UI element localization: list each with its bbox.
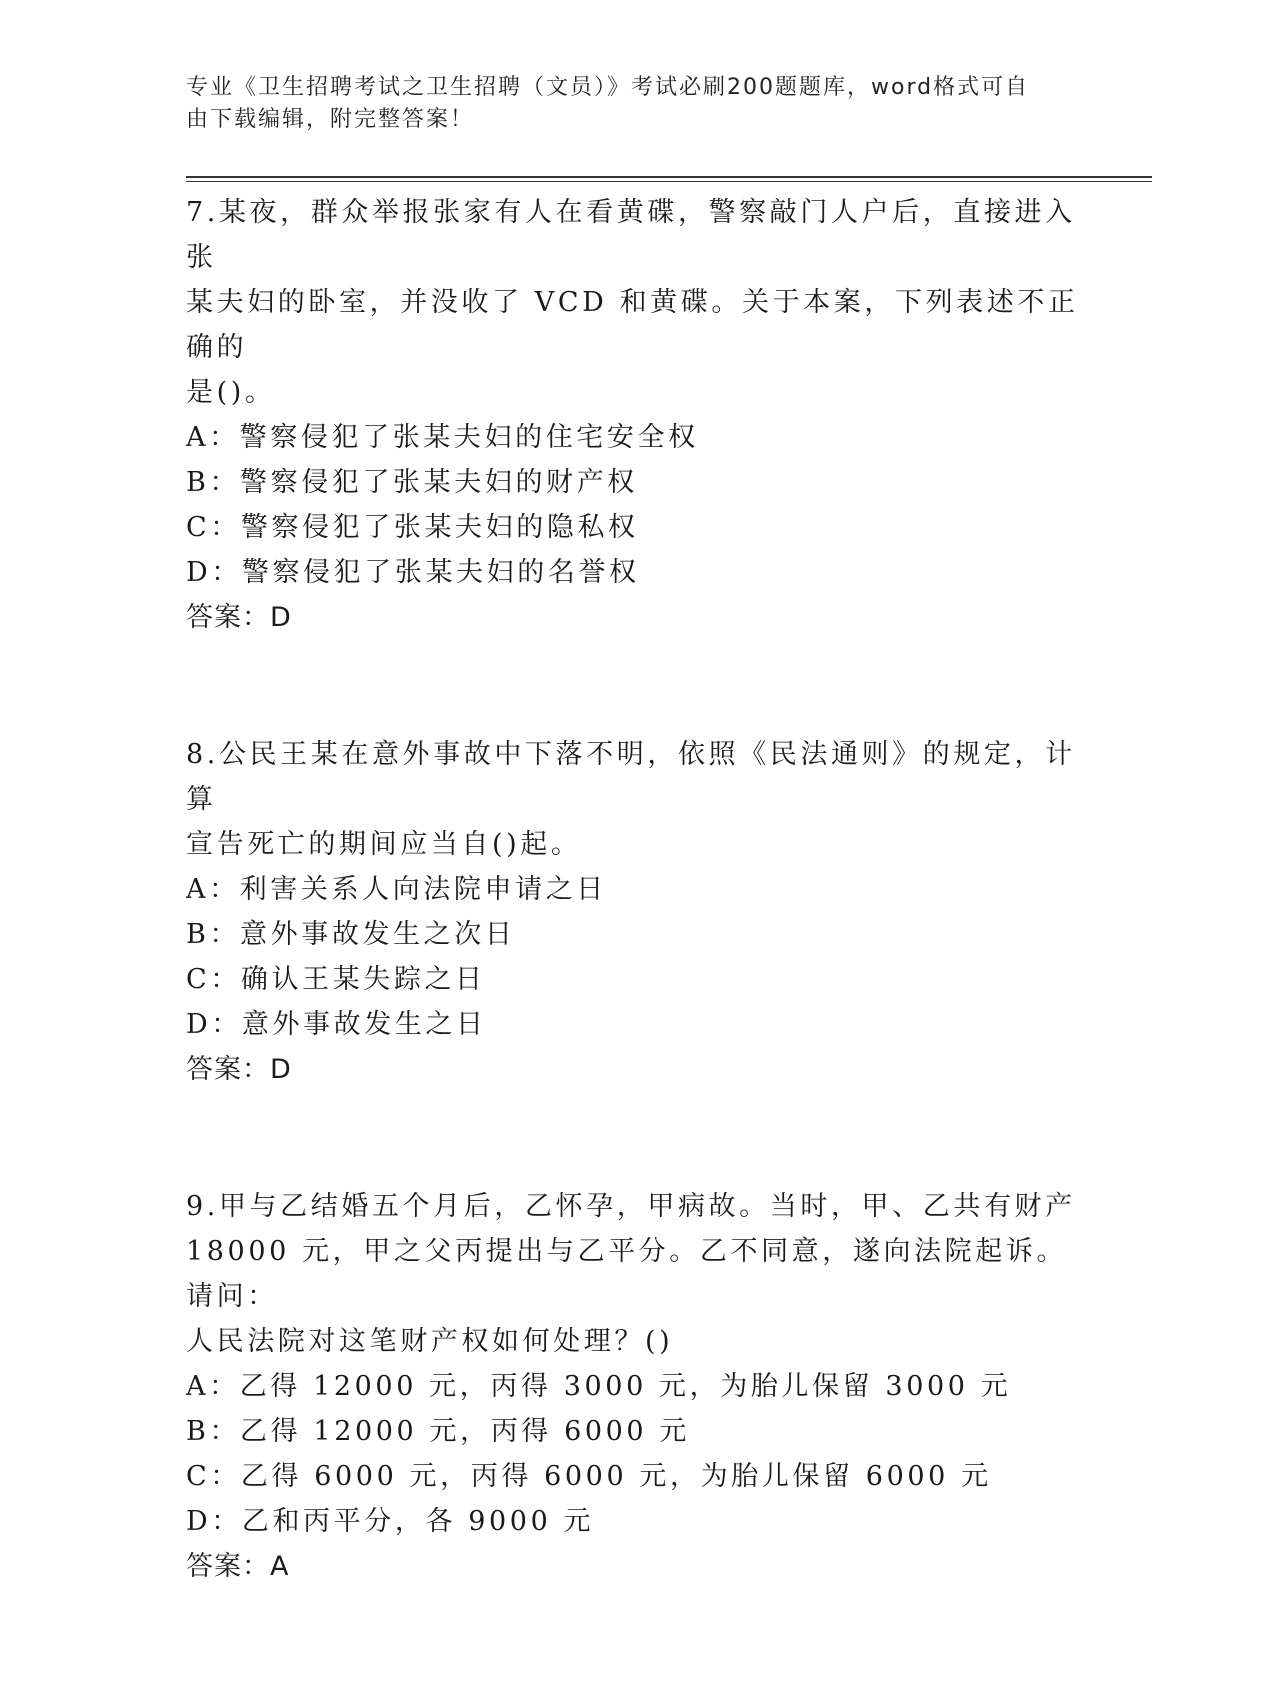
option-b: B：警察侵犯了张某夫妇的财产权	[186, 467, 638, 498]
option-d: D：警察侵犯了张某夫妇的名誉权	[186, 557, 640, 588]
question-list	[186, 190, 1086, 1681]
option-b: B：乙得 12000 元，丙得 6000 元	[186, 1416, 690, 1447]
option-a: A：利害关系人向法院申请之日	[186, 874, 607, 905]
question-stem-line: 是()。	[186, 377, 276, 408]
option-a: A：警察侵犯了张某夫妇的住宅安全权	[186, 422, 699, 453]
header-line-1: 专业《卫生招聘考试之卫生招聘（文员）》考试必刷200题题库，word格式可自	[186, 75, 1030, 100]
question-stem-line: 9.甲与乙结婚五个月后，乙怀孕，甲病故。当时，甲、乙共有财产	[186, 1191, 1076, 1222]
question-stem-line: 7.某夜，群众举报张家有人在看黄碟，警察敲门人户后，直接进入张	[186, 197, 1076, 273]
option-c: C：警察侵犯了张某夫妇的隐私权	[186, 512, 639, 543]
option-d: D：乙和丙平分，各 9000 元	[186, 1506, 595, 1537]
answer-line: 答案：D	[186, 602, 292, 633]
header-divider-thin	[186, 181, 1152, 182]
question-stem-line: 18000 元，甲之父丙提出与乙平分。乙不同意，遂向法院起诉。请问：	[186, 1236, 1068, 1312]
question-stem-line: 人民法院对这笔财产权如何处理？()	[186, 1326, 674, 1357]
option-c: C：乙得 6000 元，丙得 6000 元，为胎儿保留 6000 元	[186, 1461, 992, 1492]
option-d: D：意外事故发生之日	[186, 1009, 487, 1040]
question-stem-line: 8.公民王某在意外事故中下落不明，依照《民法通则》的规定，计算	[186, 739, 1076, 815]
page-header	[186, 72, 1066, 136]
header-divider-thick	[186, 176, 1152, 178]
question-9	[186, 1184, 1086, 1589]
option-c: C：确认王某失踪之日	[186, 964, 486, 995]
option-a: A：乙得 12000 元，丙得 3000 元，为胎儿保留 3000 元	[186, 1371, 1012, 1402]
question-stem-line: 某夫妇的卧室，并没收了 VCD 和黄碟。关于本案，下列表述不正确的	[186, 287, 1079, 363]
answer-line: 答案：D	[186, 1054, 292, 1085]
question-8	[186, 732, 1086, 1092]
question-stem-line: 宣告死亡的期间应当自()起。	[186, 829, 582, 860]
answer-line: 答案：A	[186, 1551, 290, 1582]
question-7	[186, 190, 1086, 640]
option-b: B：意外事故发生之次日	[186, 919, 516, 950]
header-line-2: 由下载编辑，附完整答案！	[186, 107, 475, 132]
